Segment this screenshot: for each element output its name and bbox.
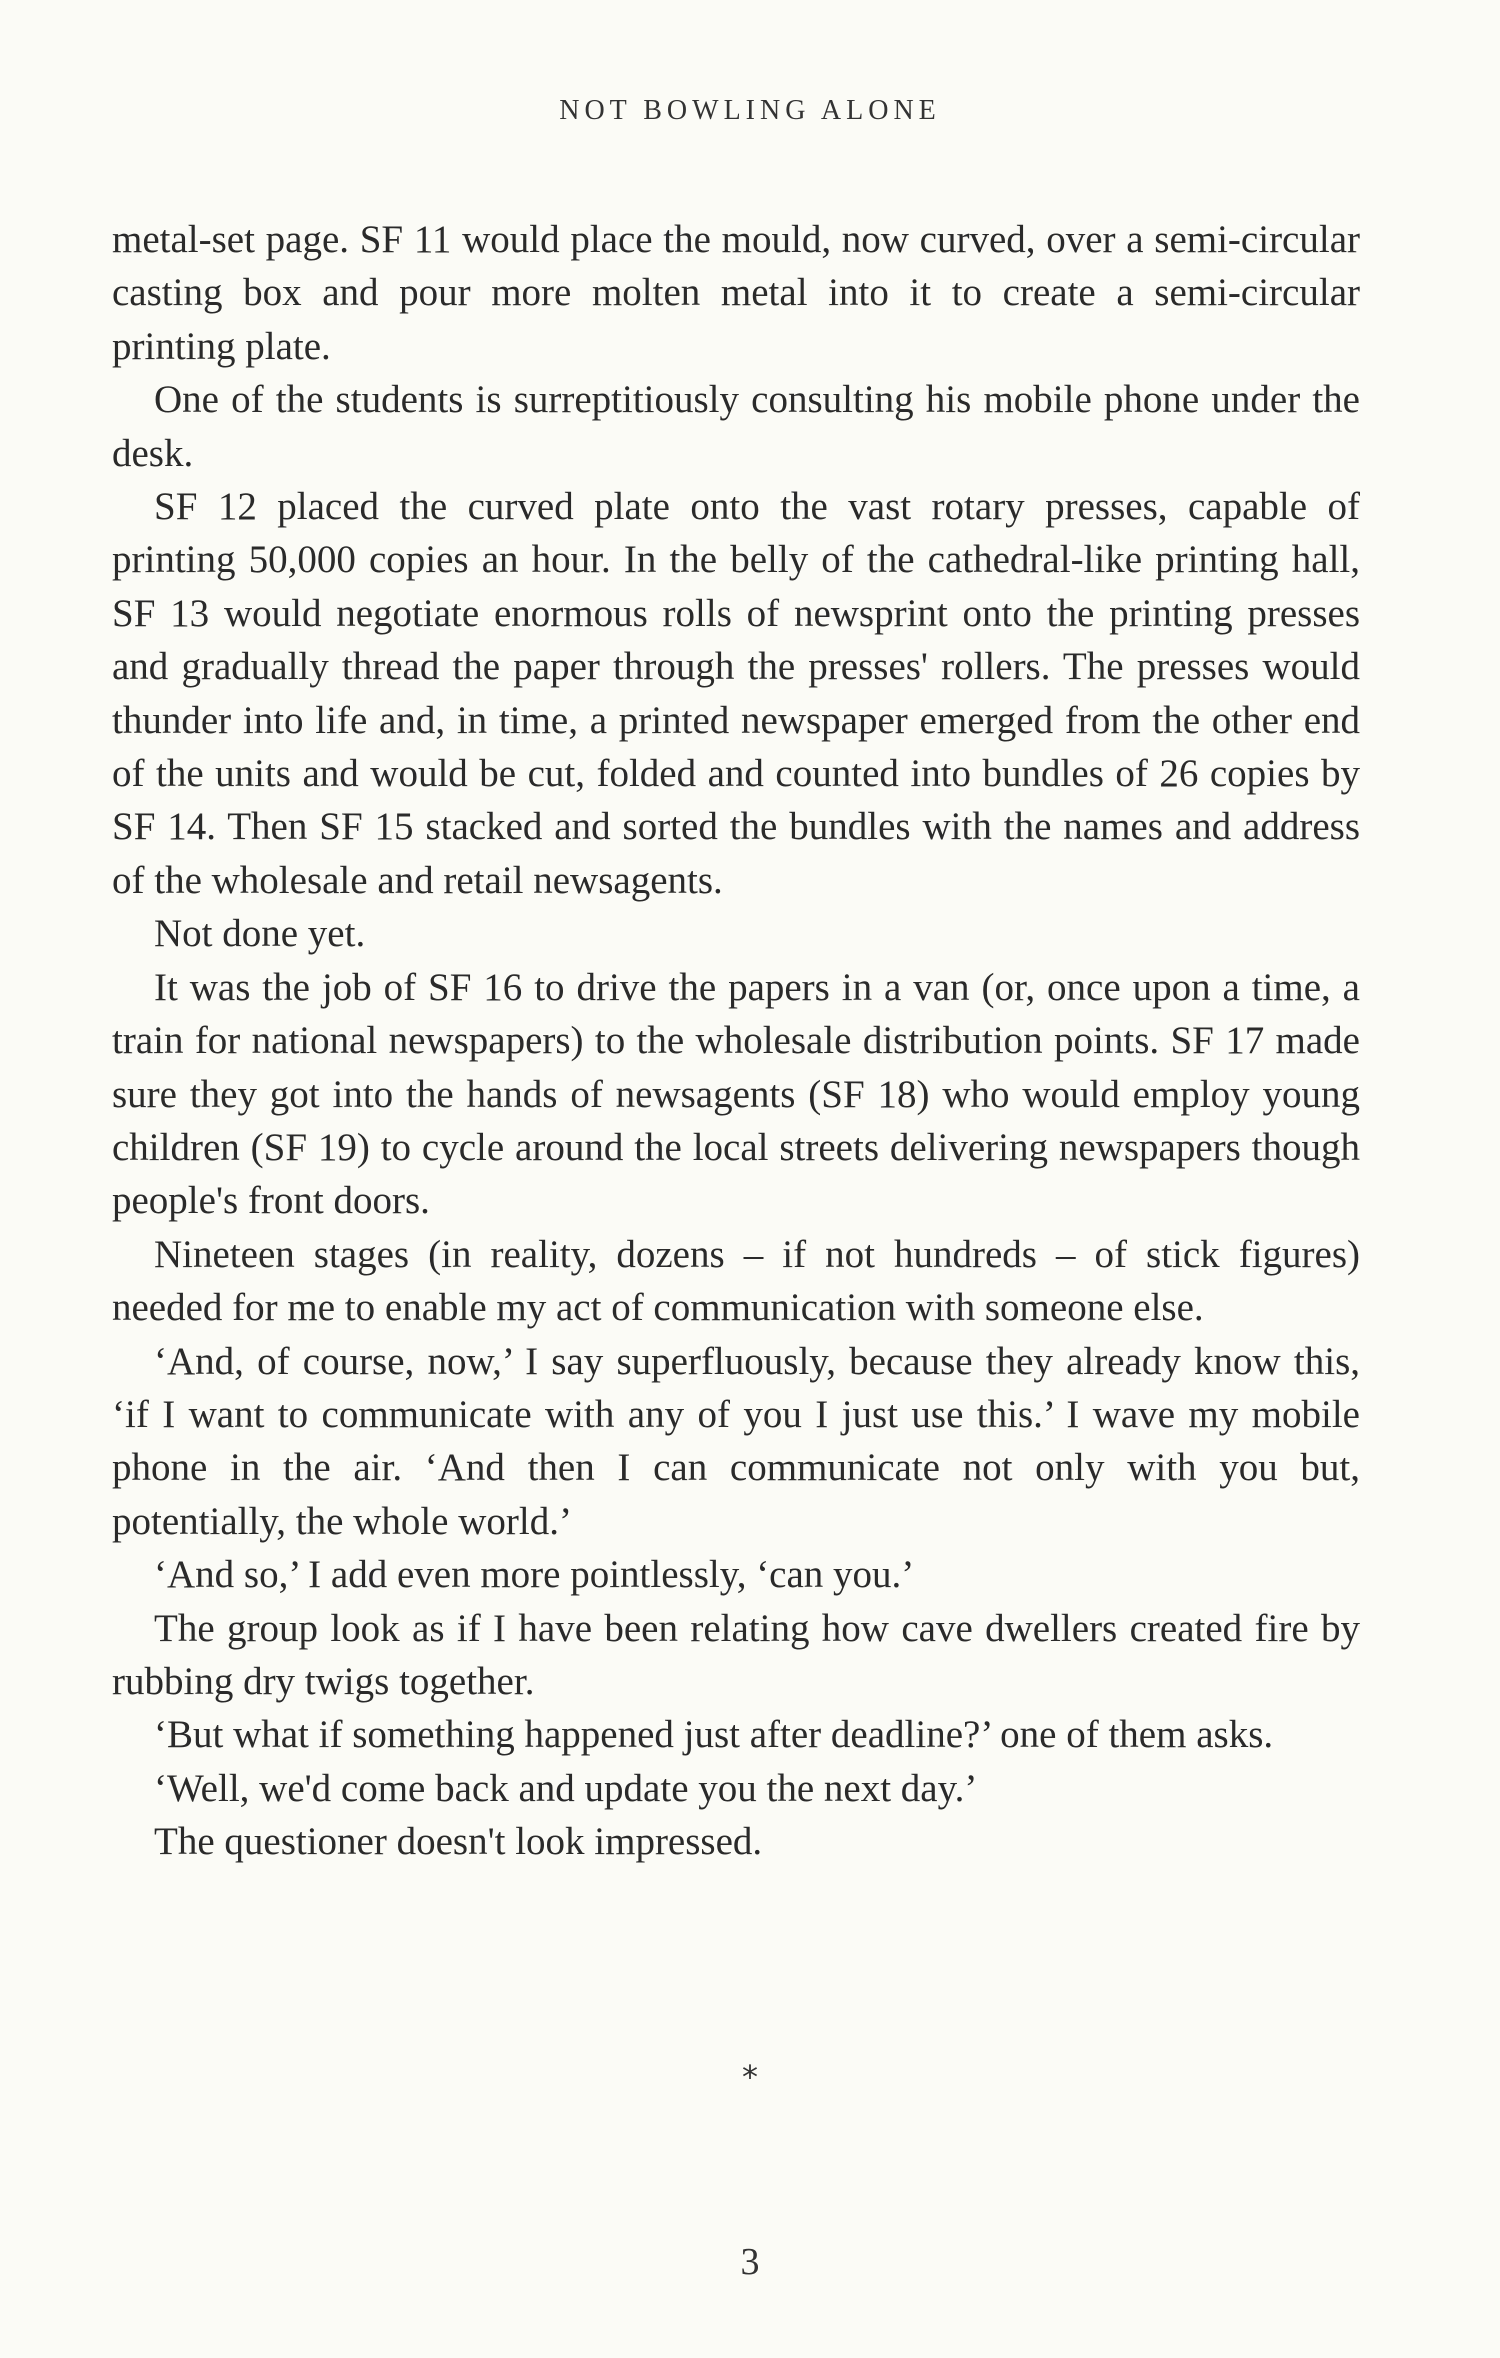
paragraph: SF 12 placed the curved plate onto the vast rotary presses, capable of printing 50,000 copies an hour. In the belly of the cathedral-like printing hall, SF 13 would negotiate enormous rolls of newsprint onto the printing presses and gradually thread the paper through the presses' rollers. The presses would thunder into life and, in time, a printed newspaper emerged from the other end of the units and would be cut, folded and counted into bundles of 26 copies by SF 14. Then SF 15 stacked and sorted the bundles with the names and address of the wholesale and retail newsagents. — [112, 485, 1360, 902]
paragraph: The group look as if I have been relating how cave dwellers created fire by rubbing dry twigs together. — [112, 1606, 1360, 1703]
paragraph: ‘And, of course, now,’ I say superfluously, because they already know this, ‘if I want to communicate with any of you I just use this.’ I wave my mobile phone in the air. ‘And then I can communicate not only with you but, potentially, the whole world.’ — [112, 1339, 1360, 1543]
paragraph: Nineteen stages (in reality, dozens – if not hundreds – of stick figures) needed for me to enable my act of communication with someone else. — [112, 1232, 1360, 1330]
paragraph: One of the students is surreptitiously consulting his mobile phone under the desk. — [112, 378, 1360, 475]
paragraph: ‘Well, we'd come back and update you the next day.’ — [154, 1766, 978, 1810]
paragraph: metal-set page. SF 11 would place the mould, now curved, over a semi-circular casting box and pour more molten metal into it to create a semi-circular printing plate. — [112, 218, 1360, 368]
section-break-asterisk: * — [742, 2058, 758, 2096]
running-header: NOT BOWLING ALONE — [559, 95, 941, 126]
paragraph: The questioner doesn't look impressed. — [154, 1820, 763, 1864]
paragraph: ‘And so,’ I add even more pointlessly, ‘can you.’ — [154, 1553, 915, 1597]
paragraph: ‘But what if something happened just after deadline?’ one of them asks. — [154, 1713, 1274, 1757]
paragraph: Not done yet. — [154, 912, 366, 956]
body-text — [112, 213, 1360, 1869]
paragraph: It was the job of SF 16 to drive the papers in a van (or, once upon a time, a train for national newspapers) to the wholesale distribution points. SF 17 made sure they got into the hands of newsagents (SF 18) who would employ young children (SF 19) to cycle around the local streets delivering newspapers though people's front doors. — [112, 965, 1360, 1223]
page-number: 3 — [740, 2241, 760, 2283]
